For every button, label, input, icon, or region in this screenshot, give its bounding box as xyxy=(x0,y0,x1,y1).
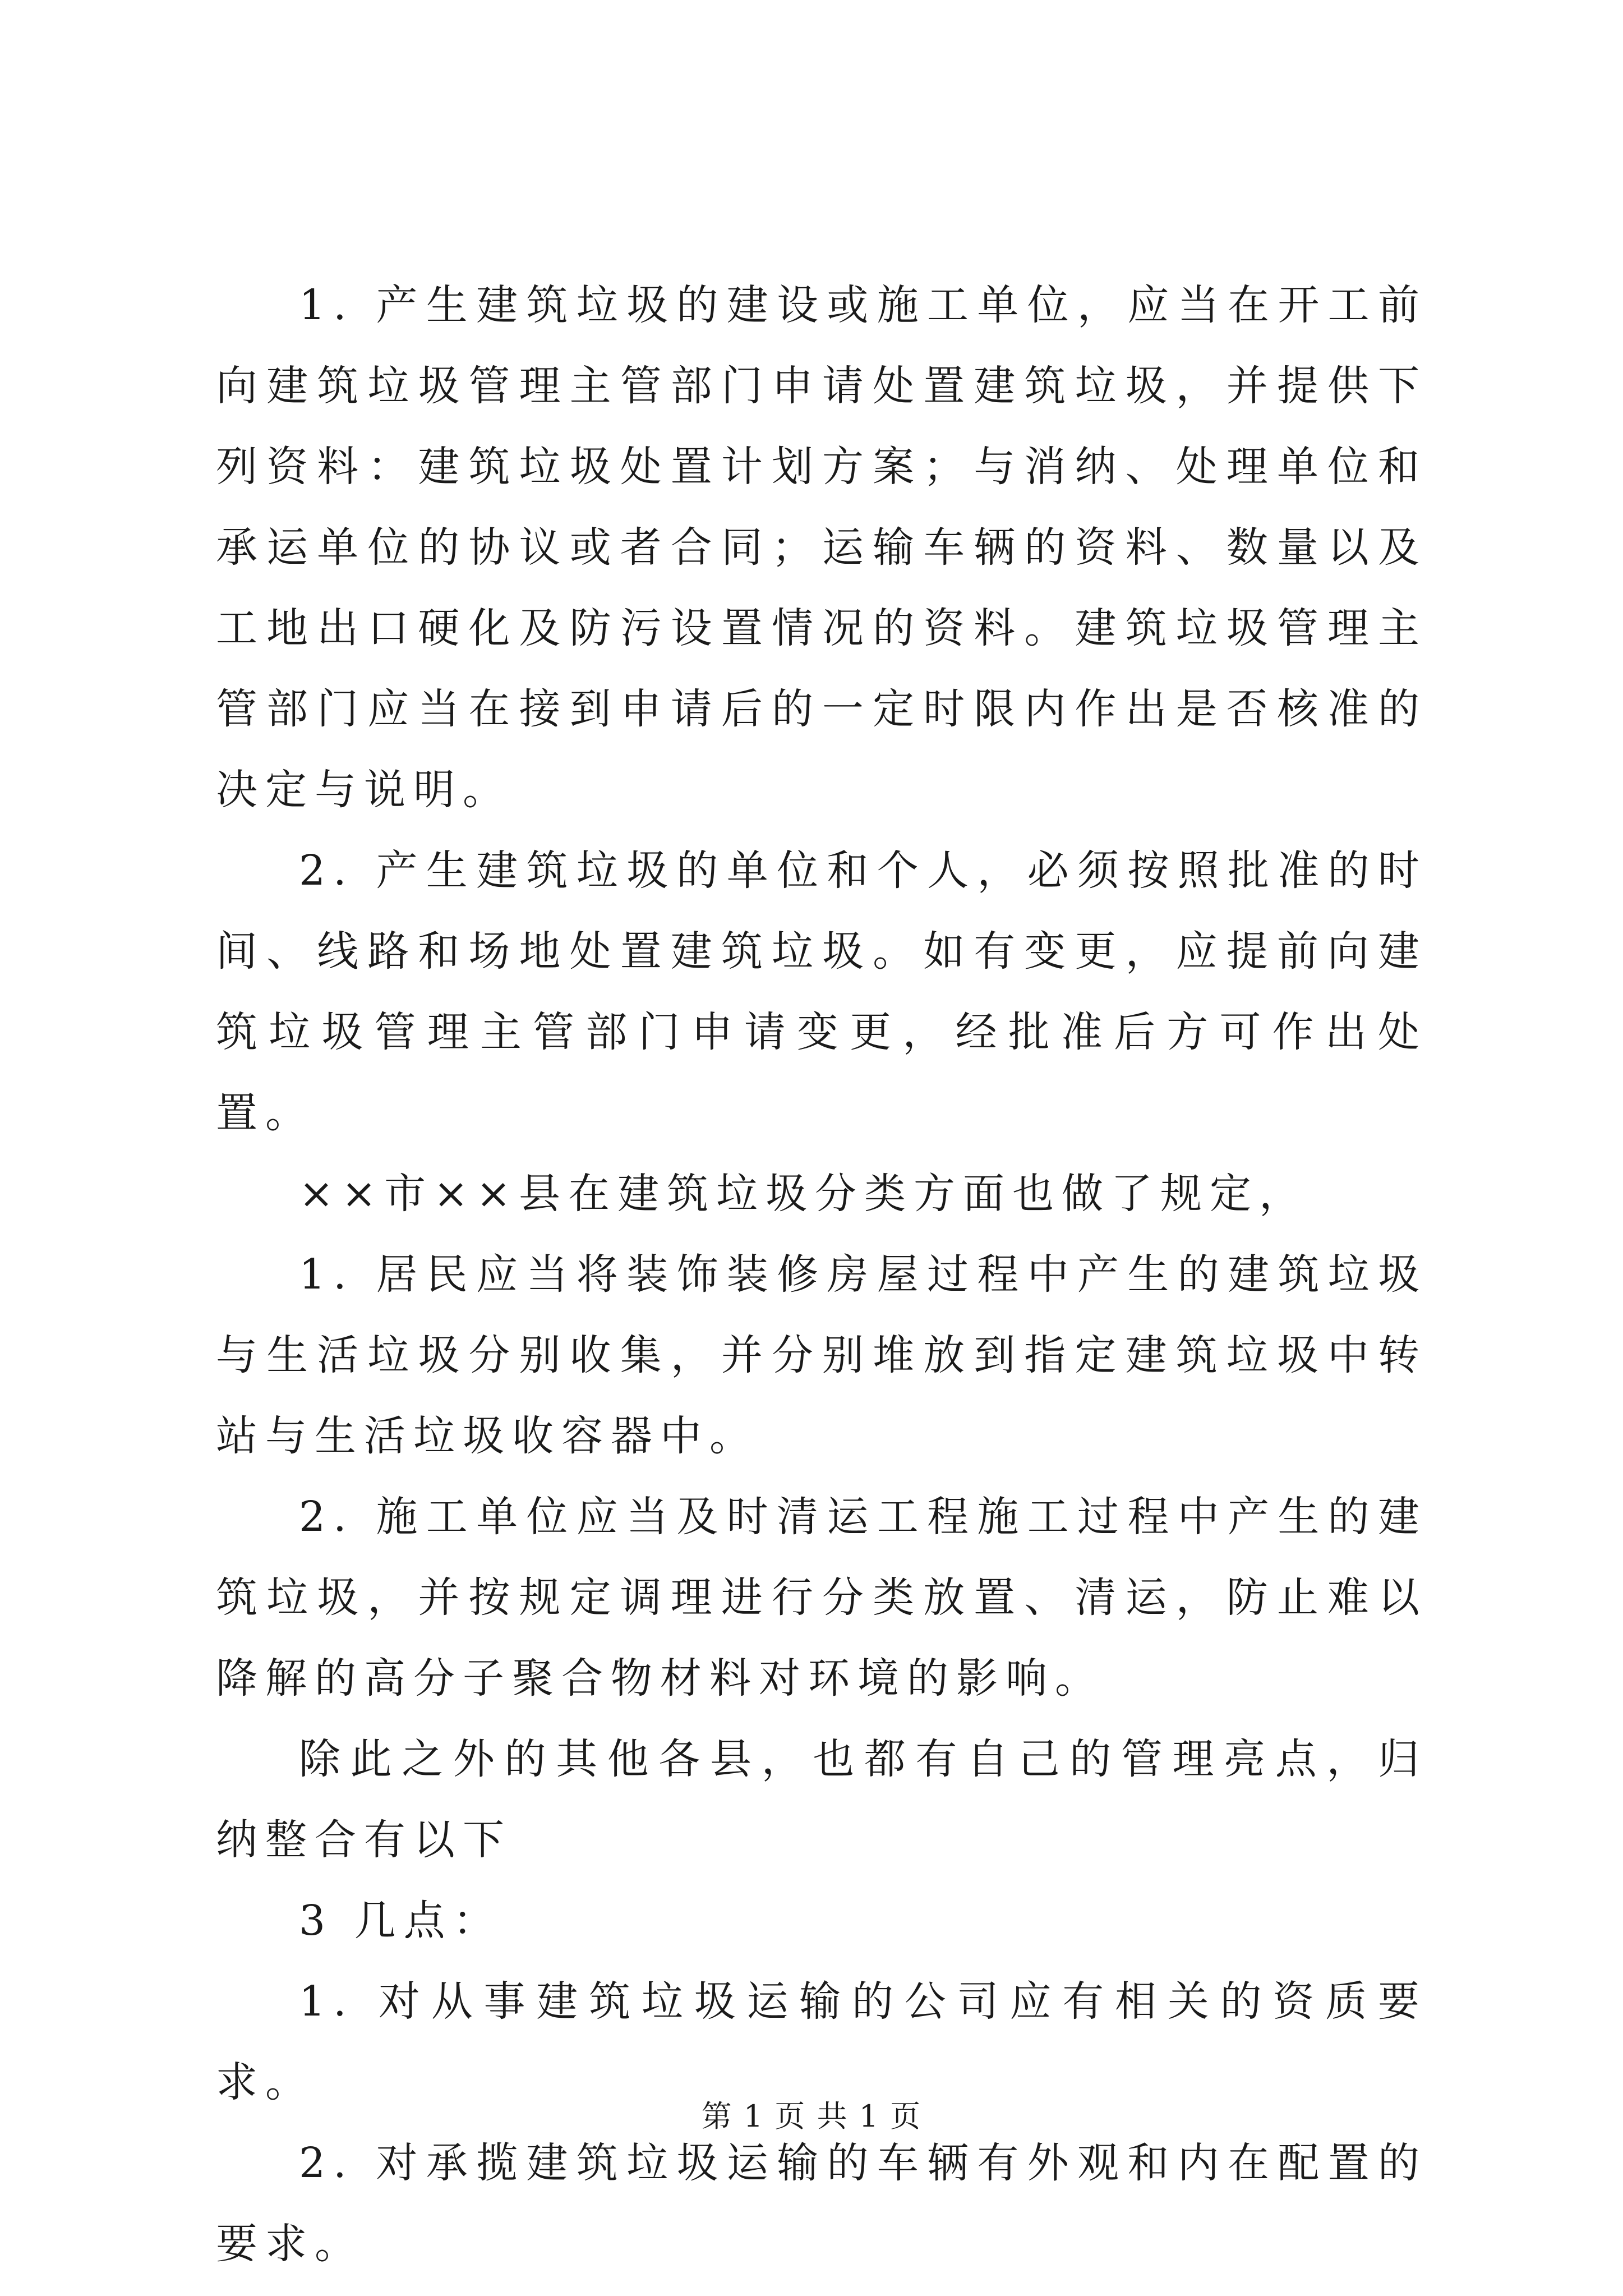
paragraph-1: 1. 产生建筑垃圾的建设或施工单位，应当在开工前向建筑垃圾管理主管部门申请处置建筑垃圾，并提供下列资料：建筑垃圾处置计划方案；与消纳、处理单位和承运单位的协议或者合同；运输车辆的资料、数量以及工地出口硬化及防污设置情况的资料。建筑垃圾管理主管部门应当在接到申请后的一定时限内作出是否核准的决定与说明。 xyxy=(216,281,1427,814)
page-footer: 第 1 页 共 1 页 xyxy=(701,2099,922,2134)
paragraph-5: 2. 施工单位应当及时清运工程施工过程中产生的建筑垃圾，并按规定调理进行分类放置、清运，防止难以降解的高分子聚合物材料对环境的影响。 xyxy=(216,1493,1427,1703)
paragraph-6: 除此之外的其他各县，也都有自己的管理亮点，归纳整合有以下 xyxy=(216,1735,1427,1864)
paragraph-3: ××市××县在建筑垃圾分类方面也做了规定， xyxy=(299,1170,1309,1218)
paragraph-9: 2. 对承揽建筑垃圾运输的车辆有外观和内在配置的要求。 xyxy=(216,2139,1427,2268)
paragraph-8: 1. 对从事建筑垃圾运输的公司应有相关的资质要求。 xyxy=(216,1977,1427,2106)
paragraph-7: 3 几点： xyxy=(299,1897,502,1945)
paragraph-4: 1. 居民应当将装饰装修房屋过程中产生的建筑垃圾与生活垃圾分别收集，并分别堆放到指定建筑垃圾中转站与生活垃圾收容器中。 xyxy=(216,1250,1427,1460)
paragraph-2: 2. 产生建筑垃圾的单位和个人，必须按照批准的时间、线路和场地处置建筑垃圾。如有变更，应提前向建筑垃圾管理主管部门申请变更，经批准后方可作出处置。 xyxy=(216,846,1427,1137)
document-body xyxy=(216,265,1427,2284)
